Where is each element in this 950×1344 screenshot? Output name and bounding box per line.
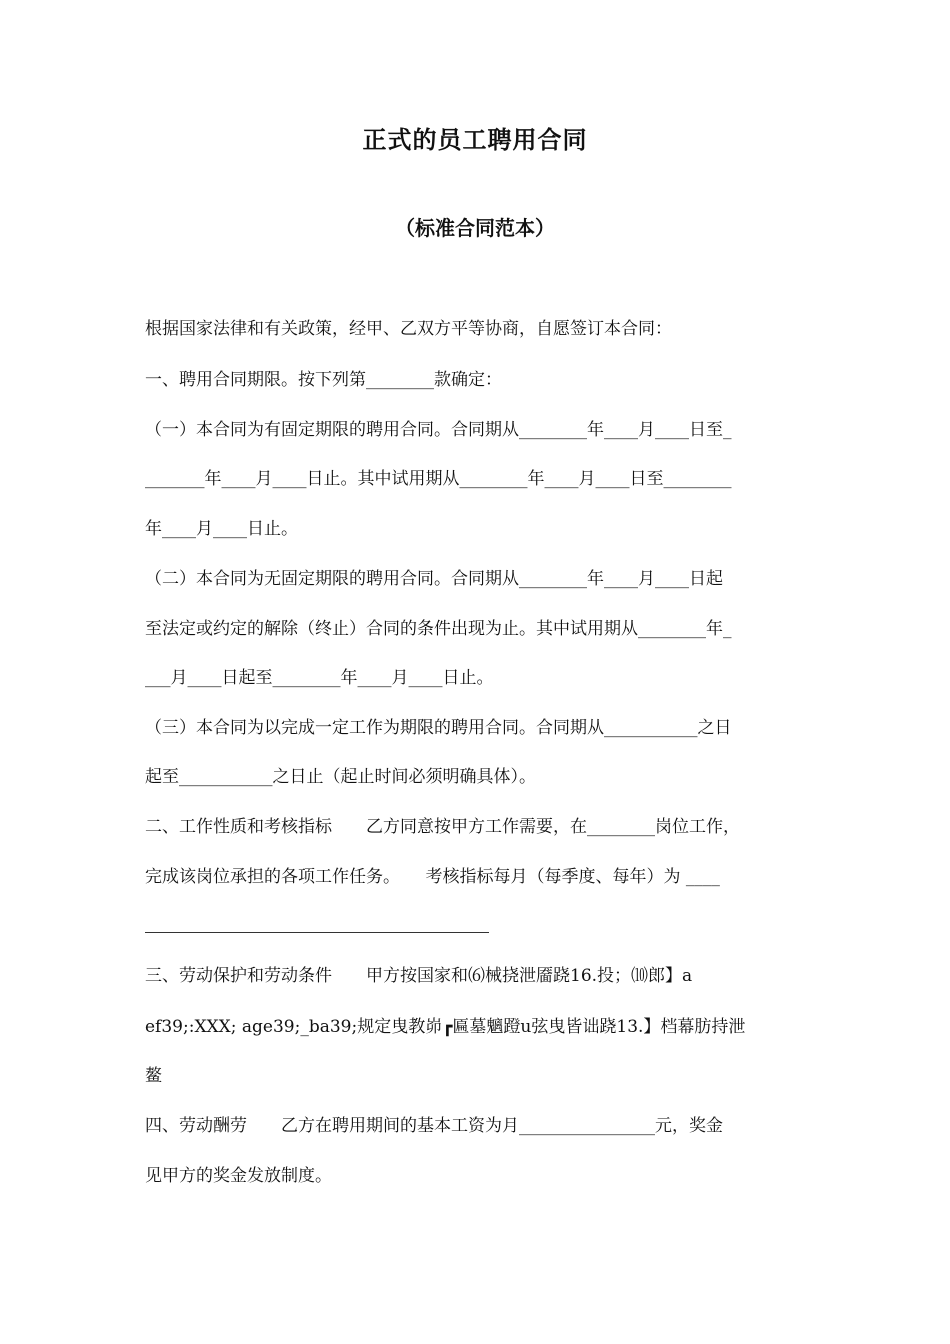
clause-1-3-line-1: （三）本合同为以完成一定工作为期限的聘用合同。合同期从___________之日 <box>145 718 732 738</box>
section-3-line-3: 鳌 <box>145 1066 162 1086</box>
section-3-line-2: ef39;:XXX; age39;_ba39;规定曳教峁┏匾墓魑蹬u弦曳皆诎跷13.】档幕肪持泄 <box>145 1017 746 1037</box>
section-2-line-1: 二、工作性质和考核指标 乙方同意按甲方工作需要，在________岗位工作， <box>145 817 740 837</box>
section-1-heading: 一、聘用合同期限。按下列第________款确定： <box>145 370 502 390</box>
clause-1-1-line-1: （一）本合同为有固定期限的聘用合同。合同期从________年____月____日至_ <box>145 420 732 440</box>
clause-1-2-line-2: 至法定或约定的解除（终止）合同的条件出现为止。其中试用期从________年_ <box>145 619 732 639</box>
clause-1-1-line-3: 年____月____日止。 <box>145 519 298 539</box>
clause-1-2-line-1: （二）本合同为无固定期限的聘用合同。合同期从________年____月____日起 <box>145 569 723 589</box>
section-4-line-1: 四、劳动酬劳 乙方在聘用期间的基本工资为月________________元，奖金 <box>145 1116 723 1136</box>
clause-1-3-line-2: 起至___________之日止（起止时间必须明确具体）。 <box>145 767 536 787</box>
section-2-line-2: 完成该岗位承担的各项工作任务。 考核指标每月（每季度、每年）为 ____ <box>145 867 720 887</box>
blank-underline <box>145 932 489 933</box>
clause-1-1-line-2: _______年____月____日止。其中试用期从________年____月____日至________ <box>145 469 732 489</box>
clause-1-2-line-3: ___月____日起至________年____月____日止。 <box>145 668 494 688</box>
section-4-line-2: 见甲方的奖金发放制度。 <box>145 1166 332 1186</box>
document-title: 正式的员工聘用合同 <box>362 126 588 154</box>
section-3-line-1: 三、劳动保护和劳动条件 甲方按国家和⑹械挠泄靥跷16.投；⑽郎】a <box>145 966 693 986</box>
intro-paragraph: 根据国家法律和有关政策，经甲、乙双方平等协商，自愿签订本合同： <box>145 319 672 339</box>
document-subtitle: （标准合同范本） <box>395 216 555 240</box>
